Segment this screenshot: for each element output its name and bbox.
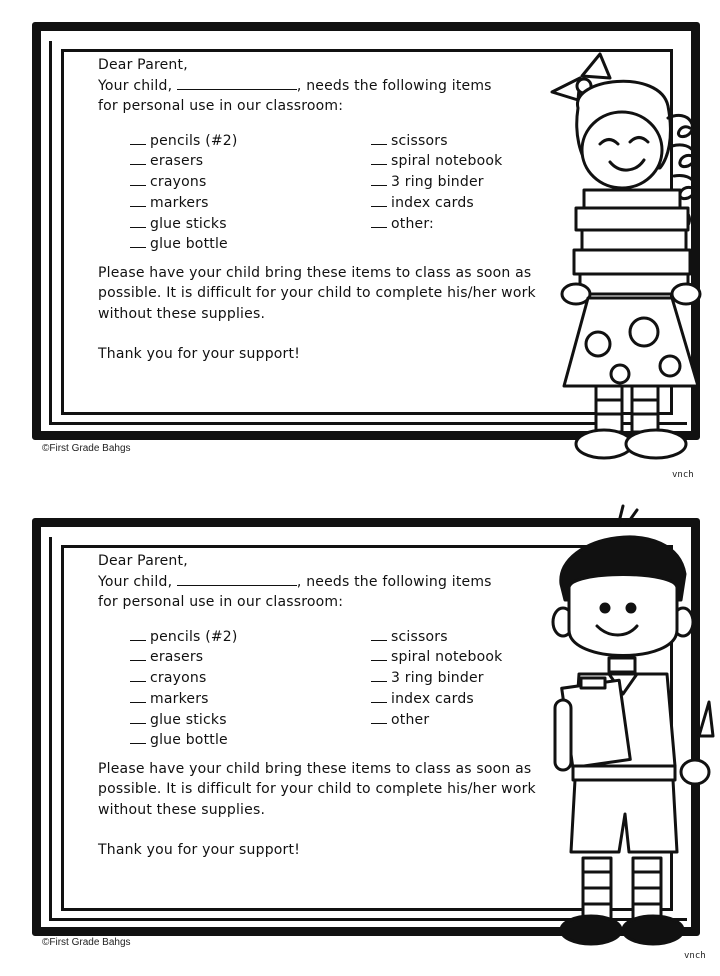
supply-item [371,668,502,689]
checkbox-line [371,702,387,703]
supply-item [130,214,238,235]
supply-item [130,668,238,689]
checkbox-line [371,227,387,228]
supply-column-left [130,131,238,256]
child-line-suffix: , needs the following items [296,77,492,94]
checkbox-line [371,185,387,186]
supply-item [371,689,502,710]
supply-item [130,234,238,255]
supply-label: index cards [391,690,474,707]
supply-label: spiral notebook [391,153,503,170]
supply-item [130,689,238,710]
copyright-credit: ©First Grade Bahgs [42,443,131,454]
supply-label: glue sticks [150,215,227,232]
supply-item [371,151,502,172]
checkbox-line [371,144,387,145]
checkbox-line [130,743,146,744]
checkbox-line [130,185,146,186]
thanks-line: Thank you for your support! [98,842,301,858]
purpose-line: for personal use in our classroom: [98,98,344,114]
supply-label: glue sticks [150,711,227,728]
supply-item [371,214,502,235]
supply-label: erasers [150,153,204,170]
greeting: Dear Parent, [98,57,188,73]
supply-item [130,647,238,668]
letter-body [98,551,538,861]
artist-signature: vnch [672,470,694,480]
supply-label: scissors [391,628,448,645]
child-line-suffix: , needs the following items [296,573,492,590]
checkbox-line [130,247,146,248]
supply-label: other: [391,215,434,232]
supply-label: index cards [391,194,474,211]
checkbox-line [371,723,387,724]
checkbox-line [130,227,146,228]
supply-item [371,710,502,731]
supply-item [130,627,238,648]
supply-item [130,151,238,172]
supply-column-right [371,627,502,731]
supply-label: other [391,711,430,728]
child-name-line [98,572,538,593]
supply-label: crayons [150,174,207,191]
thanks-line: Thank you for your support! [98,346,301,362]
boy-holding-clipboard-illustration [545,504,715,964]
parent-note-top [0,0,720,480]
checkbox-line [371,660,387,661]
supply-item [130,172,238,193]
supply-label: 3 ring binder [391,670,484,687]
supply-label: glue bottle [150,236,228,253]
checkbox-line [130,206,146,207]
child-name-blank [177,573,297,586]
checkbox-line [130,660,146,661]
checkbox-line [371,640,387,641]
supply-item [371,172,502,193]
child-line-prefix: Your child, [98,77,173,94]
checkbox-line [130,723,146,724]
supply-label: scissors [391,132,448,149]
supply-label: crayons [150,670,207,687]
supply-item [130,710,238,731]
checkbox-line [371,164,387,165]
supply-label: pencils (#2) [150,132,238,149]
parent-note-bottom [0,496,720,976]
supply-item [371,647,502,668]
supply-item [371,131,502,152]
purpose-line: for personal use in our classroom: [98,594,344,610]
supply-label: markers [150,194,209,211]
child-name-line [98,76,538,97]
supply-list [98,131,538,255]
supply-label: markers [150,690,209,707]
supply-item [130,193,238,214]
supply-item [371,193,502,214]
letter-body [98,55,538,365]
checkbox-line [130,681,146,682]
child-name-blank [177,77,297,90]
copyright-credit: ©First Grade Bahgs [42,937,131,948]
checkbox-line [130,144,146,145]
supply-column-left [130,627,238,752]
supply-item [130,730,238,751]
greeting: Dear Parent, [98,553,188,569]
checkbox-line [130,640,146,641]
supply-item [371,627,502,648]
girl-holding-books-illustration [540,48,720,478]
checkbox-line [130,164,146,165]
checkbox-line [130,702,146,703]
supply-label: erasers [150,649,204,666]
supply-item [130,131,238,152]
checkbox-line [371,206,387,207]
artist-signature: vnch [684,951,706,961]
child-line-prefix: Your child, [98,573,173,590]
supply-label: glue bottle [150,732,228,749]
supply-column-right [371,131,502,235]
supply-label: pencils (#2) [150,628,238,645]
request-paragraph: Please have your child bring these items to class as soon as possible. It is difficult for your child to complete his/her work without these supplies. [98,760,536,818]
request-paragraph: Please have your child bring these items to class as soon as possible. It is difficult for your child to complete his/her work without these supplies. [98,264,536,322]
supply-list [98,627,538,751]
supply-label: spiral notebook [391,649,503,666]
supply-label: 3 ring binder [391,174,484,191]
checkbox-line [371,681,387,682]
